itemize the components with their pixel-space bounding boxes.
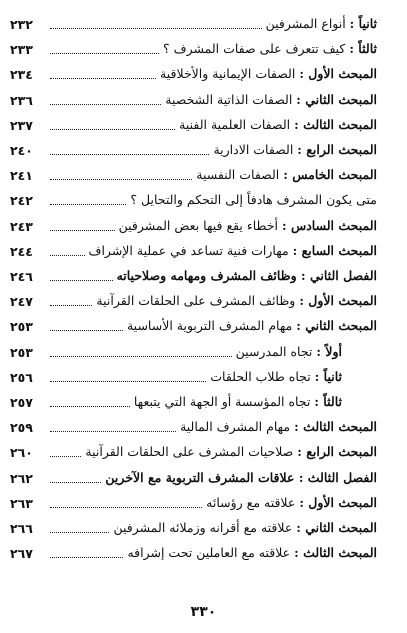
toc-entry-prefix: المبحث الثالث : [294, 116, 377, 132]
toc-entry-title: مهام المشرف التربوية الأساسية [126, 318, 297, 334]
toc-page-number: ٢٤٤ [10, 243, 33, 259]
toc-page-number: ٢٦٦ [10, 521, 33, 536]
toc-entry-title: علاقات المشرف التربوية مع الآخرين [105, 469, 299, 485]
toc-entry-title: تجاه المؤسسة أو الجهة التي يتبعها [133, 394, 315, 409]
toc-leader-dots [50, 507, 202, 508]
toc-leader-dots [50, 129, 175, 130]
toc-row [44, 438, 377, 462]
toc-entry-prefix: المبحث السابع : [292, 242, 377, 258]
toc-leader-dots [50, 204, 126, 205]
toc-page-number: ٢٦٢ [10, 470, 33, 486]
toc-entry-label [180, 419, 377, 437]
toc-row [44, 111, 377, 135]
toc-leader-dots [50, 381, 206, 382]
toc-entry-title: تجاه طلاب الحلقات [210, 368, 315, 384]
toc-entry-title: كيف تتعرف على صفات المشرف ؟ [163, 41, 350, 57]
toc-page-number: ٢٤٣ [10, 218, 33, 234]
toc-entry-prefix: المبحث الثالث : [294, 419, 377, 435]
toc-leader-dots [50, 255, 85, 256]
toc-row [44, 539, 377, 563]
toc-leader-dots [50, 557, 123, 558]
toc-entry-label [127, 318, 377, 336]
toc-row [44, 136, 377, 160]
toc-entry-prefix: المبحث الثاني : [296, 520, 377, 535]
toc-entry-title: أنواع المشرفين [265, 16, 350, 31]
toc-entry-label [206, 495, 377, 513]
toc-page-number: ٢٣٤ [10, 67, 33, 83]
toc-row [44, 212, 377, 236]
toc-entry-label [134, 394, 342, 412]
toc-entry-label [127, 545, 377, 563]
toc-leader-dots [50, 280, 113, 281]
toc-entry-prefix: المبحث السادس : [281, 217, 377, 233]
toc-entry-label [236, 344, 342, 362]
toc-entry-label [96, 293, 377, 311]
toc-page-number: ٢٦٠ [10, 445, 33, 461]
toc-leader-dots [50, 179, 192, 180]
toc-entry-prefix: الفصل الثالث : [298, 469, 377, 485]
toc-row [44, 464, 377, 488]
toc-row [44, 35, 377, 59]
toc-page-number: ٢٤٧ [10, 294, 33, 310]
toc-entry-title: تجاه المدرسين [235, 343, 317, 359]
toc-leader-dots [50, 406, 130, 407]
toc-entry-prefix: المبحث الثاني : [296, 91, 377, 107]
toc-row [44, 489, 377, 513]
toc-entry-title: متى يكون المشرف هادفاً إلى التحكم والتحايل ؟ [130, 192, 377, 208]
toc-page-number: ٢٦٣ [10, 495, 33, 511]
toc-leader-dots [50, 305, 92, 306]
toc-page-number: ٢٣٣ [10, 42, 33, 58]
toc-entry-prefix: أولاً : [316, 343, 342, 359]
toc-leader-dots [50, 78, 156, 79]
toc-entry-label [213, 142, 377, 160]
toc-entry-label [117, 268, 377, 286]
toc-page-number: ٢٥٩ [10, 420, 33, 436]
toc-leader-dots [50, 356, 232, 357]
toc-entry-title: الصفات العلمية الفنية [179, 116, 295, 132]
toc-row [44, 312, 377, 336]
toc-entry-prefix: المبحث الأول : [299, 293, 377, 309]
toc-entry-title: صلاحيات المشرف على الحلقات القرآنية [85, 444, 298, 460]
toc-entry-prefix: ثالثاً : [349, 41, 377, 57]
toc-page-number: ٢٣٦ [10, 92, 33, 108]
toc-entry-title: وظائف المشرف ومهامه وصلاحياته [116, 268, 301, 283]
toc-entry-label [210, 369, 342, 387]
toc-entry-label [113, 520, 377, 538]
toc-entry-label [160, 66, 377, 84]
toc-leader-dots [50, 230, 115, 231]
toc-entry-label [165, 92, 377, 110]
toc-leader-dots [50, 431, 176, 432]
toc-entry-label [163, 41, 377, 59]
toc-entry-prefix: المبحث الرابع : [297, 444, 377, 460]
toc-page-number: ٢٥٣ [10, 319, 33, 335]
toc-entry-label [89, 243, 378, 261]
toc-entry-prefix: المبحث الثالث : [294, 545, 377, 561]
toc-entry-prefix: ثانياً : [314, 368, 342, 384]
toc-leader-dots [50, 532, 109, 533]
toc-row [44, 161, 377, 185]
toc-entry-label [105, 470, 377, 488]
toc-entry-title: وظائف المشرف على الحلقات القرآنية [96, 293, 300, 309]
toc-page-number: ٢٥٦ [10, 369, 33, 385]
toc-entry-title: الصفات النفسية [196, 167, 284, 183]
toc-row [44, 186, 377, 210]
toc-leader-dots [50, 104, 161, 105]
page-number: ٣٣٠ [190, 604, 217, 620]
toc-entry-prefix: ثانياً : [349, 16, 377, 31]
toc-row [44, 363, 342, 387]
toc-entry-prefix: ثالثاً : [314, 394, 342, 409]
toc-entry-label [179, 117, 377, 135]
toc-row [44, 60, 377, 84]
toc-page-number: ٢٤٢ [10, 193, 33, 209]
toc-entry-label [196, 167, 377, 185]
toc-row [44, 262, 377, 286]
toc-entry-title: الصفات الإيمانية والأخلاقية [160, 66, 300, 82]
toc-leader-dots [50, 482, 101, 483]
toc-entry-label [85, 444, 377, 462]
toc-entry-title: علاقته مع العاملين تحت إشرافه [127, 545, 295, 561]
toc-row [44, 338, 342, 362]
toc-entry-title: مهام المشرف المالية [180, 419, 295, 435]
toc-page-number: ٢٥٣ [10, 344, 33, 360]
toc-page-number: ٢٤١ [10, 168, 33, 184]
toc-row [44, 86, 377, 110]
toc-leader-dots [50, 28, 262, 29]
toc-page-number: ٢٦٧ [10, 546, 33, 562]
toc-entry-label [130, 192, 377, 210]
toc-leader-dots [50, 53, 159, 54]
toc-entry-label [266, 16, 377, 34]
toc-entry-prefix: المبحث الرابع : [297, 142, 377, 157]
toc-leader-dots [50, 330, 123, 331]
toc-entry-label [119, 218, 377, 236]
toc-row [44, 413, 377, 437]
toc-entry-prefix: المبحث الخامس : [283, 167, 377, 183]
toc-leader-dots [50, 456, 81, 457]
toc-row [44, 388, 342, 412]
toc-row [44, 287, 377, 311]
toc-entry-title: الصفات الادارية [213, 142, 298, 157]
toc-page-number: ٢٥٧ [10, 395, 33, 410]
toc-entry-prefix: المبحث الثاني : [296, 318, 377, 334]
toc-page-number: ٢٤٠ [10, 143, 33, 158]
toc-entry-title: مهارات فنية تساعد في عملية الإشراف [88, 242, 293, 258]
toc-entry-prefix: المبحث الأول : [299, 66, 377, 82]
toc-entry-title: الصفات الذاتية الشخصية [165, 91, 297, 107]
toc-entry-title: علاقته مع أقرانه وزملائه المشرفين [113, 520, 297, 535]
toc-entry-title: أخطاء يقع فيها بعض المشرفين [118, 217, 282, 233]
toc-entry-prefix: المبحث الأول : [299, 494, 377, 510]
toc-entry-prefix: الفصل الثاني : [301, 268, 377, 283]
toc-entry-title: علاقته مع رؤسائه [206, 494, 300, 510]
toc-row [44, 514, 377, 538]
toc-page-number: ٢٤٦ [10, 269, 33, 284]
toc-row [44, 237, 377, 261]
toc-page-number: ٢٣٢ [10, 17, 33, 32]
toc-row [44, 10, 377, 34]
toc-page-number: ٢٣٧ [10, 117, 33, 133]
toc-leader-dots [50, 154, 209, 155]
